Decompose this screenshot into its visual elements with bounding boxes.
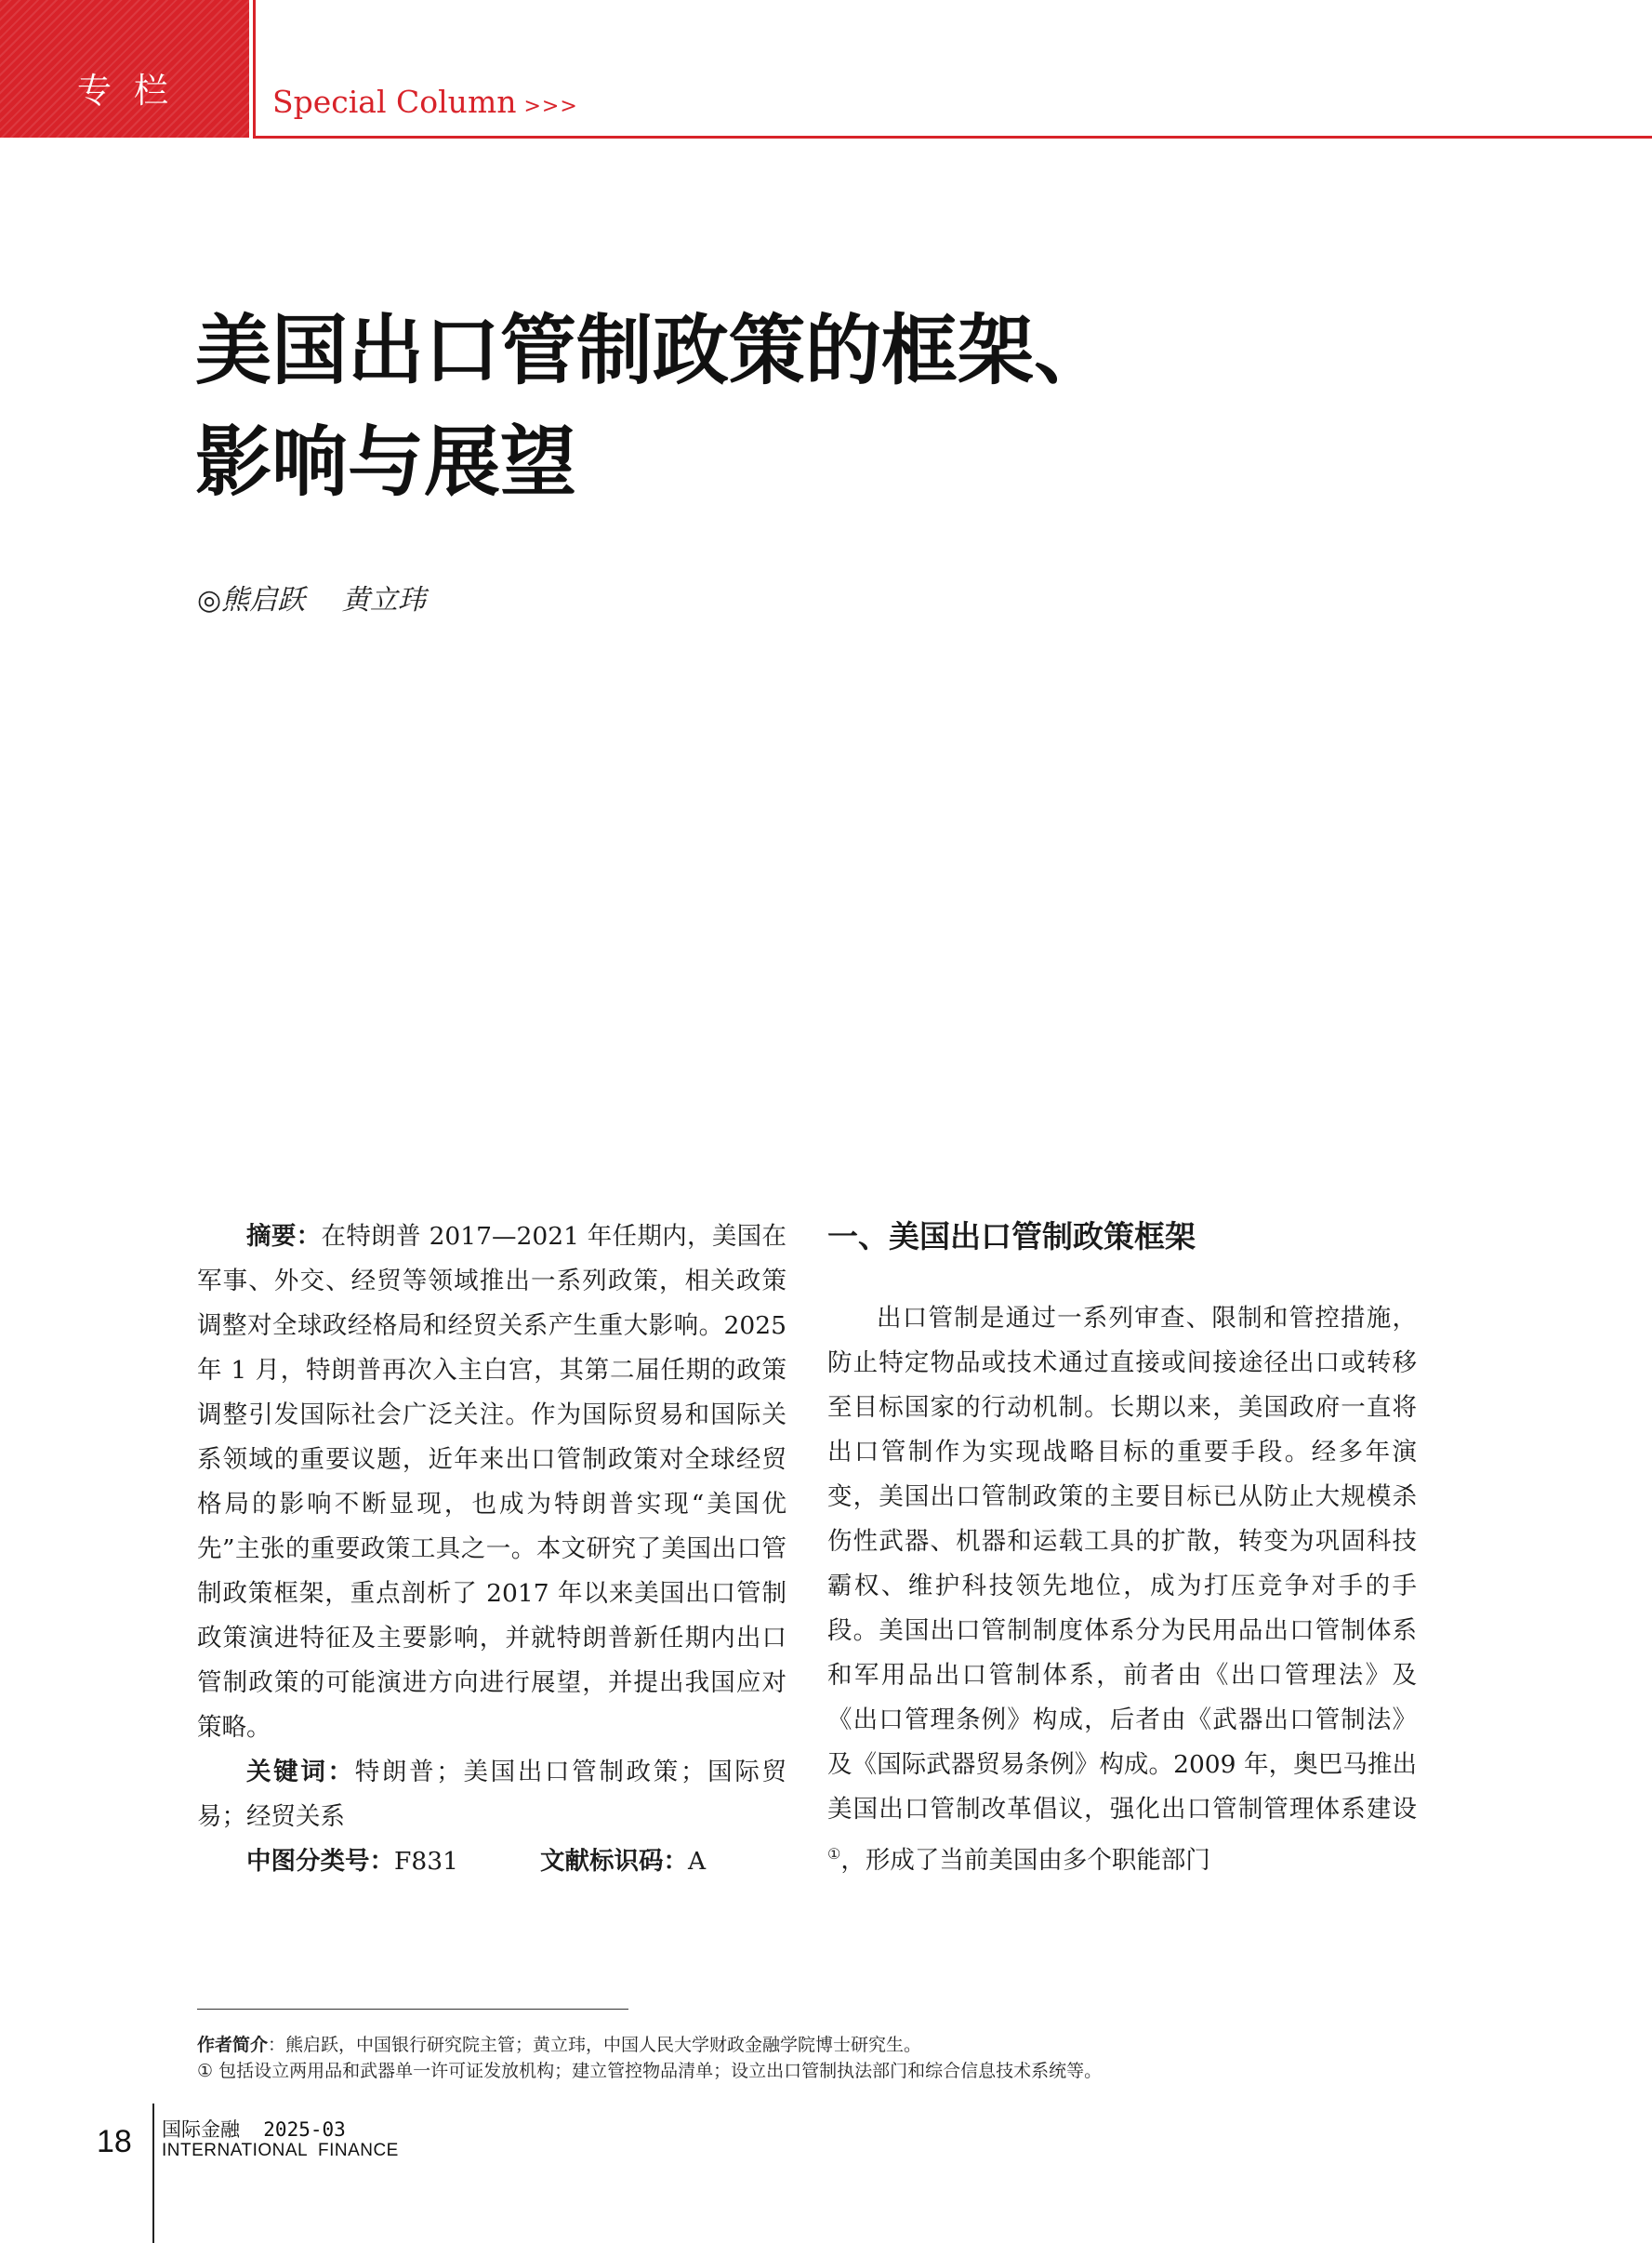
doc-code-value: A xyxy=(687,1847,707,1876)
section-heading: 一、美国出口管制政策框架 xyxy=(827,1218,1196,1254)
column-en-text: Special Column xyxy=(272,84,517,120)
footnote-marker: ① xyxy=(827,1845,841,1863)
title-line-1: 美国出口管制政策的框架、 xyxy=(195,307,1111,395)
footnote-rule xyxy=(197,2009,628,2010)
abstract-column xyxy=(197,1214,786,1884)
footnote-1: ① 包括设立两用品和武器单一许可证发放机构；建立管控物品清单；设立出口管制执法部门和综合信息技术系统等。 xyxy=(197,2061,1103,2081)
body-text: 出口管制是通过一系列审查、限制和管控措施，防止特定物品或技术通过直接或间接途径出口或转移至目标国家的行动机制。长期以来，美国政府一直将出口管制作为实现战略目标的重要手段。经多年演变，美国出口管制政策的主要目标已从防止大规模杀伤性武器、机器和运载工具的扩散，转变为巩固科技霸权、维护科技领先地位，成为打压竞争对手的手段。美国出口管制制度体系分为民用品出口管制体系和军用品出口管制体系，前者由《出口管理法》及《出口管理条例》构成，后者由《武器出口管制法》及《国际武器贸易条例》构成。2009 年，奥巴马推出美国出口管制改革倡议，强化出口管制管理体系建设 xyxy=(827,1304,1417,1824)
column-badge xyxy=(0,0,249,138)
authors: ◎熊启跃 黄立玮 xyxy=(197,584,426,617)
header-rule xyxy=(253,136,1652,139)
abstract xyxy=(197,1214,786,1750)
keywords-label: 关键词： xyxy=(246,1758,355,1786)
author-bio: 作者简介：熊启跃，中国银行研究院主管；黄立玮，中国人民大学财政金融学院博士研究生。 xyxy=(197,2035,922,2055)
header-separator xyxy=(253,0,256,138)
doc-code-label: 文献标识码： xyxy=(539,1847,688,1876)
title-line-2: 影响与展望 xyxy=(195,418,577,507)
keywords xyxy=(197,1750,786,1839)
page-number: 18 xyxy=(97,2124,132,2159)
article-title xyxy=(195,296,1218,519)
clc-value: F831 xyxy=(394,1847,458,1876)
body-text-continued: ，形成了当前美国由多个职能部门 xyxy=(840,1845,1210,1875)
author-bio-text: 熊启跃，中国银行研究院主管；黄立玮，中国人民大学财政金融学院博士研究生。 xyxy=(285,2035,922,2055)
footer-rule xyxy=(152,2104,154,2243)
author-bio-label: 作者简介 xyxy=(197,2035,269,2055)
abstract-text: 在特朗普 2017—2021 年任期内，美国在军事、外交、经贸等领域推出一系列政策，相关政策调整对全球政经格局和经贸关系产生重大影响。2025 年 1 月，特朗普再次入主白宫，其第二届任期的政策调整引发国际社会广泛关注。作为国际贸易和国际关系领域的重要议题，近年来出口管制政策对全球经贸格局的影响不断显现，也成为特朗普实现“美国优先”主张的重要政策工具之一。本文研究了美国出口管制政策框架，重点剖析了 2017 年以来美国出口管制政策演进特征及主要影响，并就特朗普新任期内出口管制政策的可能演进方向进行展望，并提出我国应对策略。 xyxy=(197,1222,787,1742)
abstract-label: 摘要： xyxy=(246,1222,322,1251)
clc-label: 中图分类号： xyxy=(246,1847,394,1876)
column-label-en xyxy=(272,84,578,120)
body-column xyxy=(827,1214,1417,1883)
chevron-icon: >>> xyxy=(523,95,578,118)
classification-line xyxy=(197,1839,786,1884)
journal-name-en: INTERNATIONAL FINANCE xyxy=(162,2141,399,2160)
journal-name-cn: 国际金融 2025-03 xyxy=(162,2118,346,2141)
body-paragraph xyxy=(827,1296,1417,1883)
keywords-text: 特朗普；美国出口管制政策；国际贸易；经贸关系 xyxy=(197,1758,787,1831)
column-label-cn: 专栏 xyxy=(77,71,191,111)
